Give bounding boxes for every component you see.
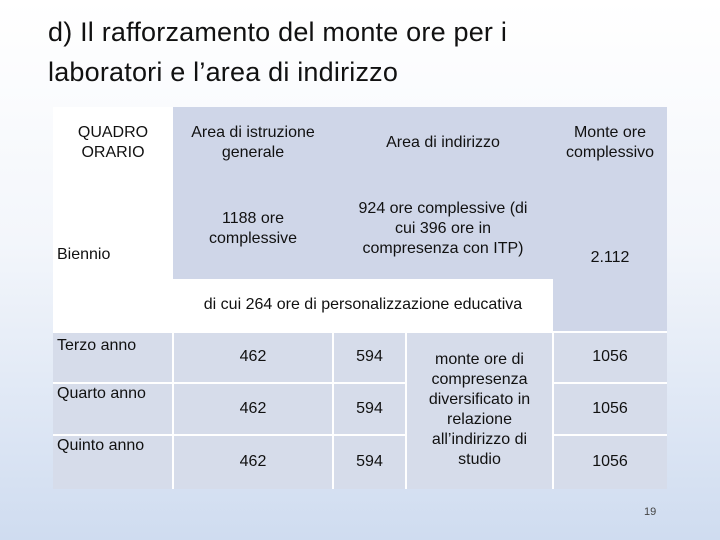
header-area-generale: Area di istruzione generale — [173, 107, 333, 179]
terzo-generale: 462 — [173, 331, 333, 383]
grid-line — [553, 382, 667, 384]
quarto-generale: 462 — [173, 383, 333, 435]
header-monte-ore: Monte ore complessivo — [553, 107, 667, 179]
grid-line — [53, 434, 406, 436]
terzo-indirizzo: 594 — [333, 331, 406, 383]
grid-line — [53, 331, 667, 333]
title-line-1: d) Il rafforzamento del monte ore per i — [48, 17, 508, 47]
biennio-generale: 1188 ore complessive — [173, 179, 333, 279]
biennio-indirizzo: 924 ore complessive (di cui 396 ore in compresenza con ITP) — [333, 179, 553, 279]
grid-line — [553, 434, 667, 436]
row-label-biennio: Biennio — [57, 246, 111, 263]
grid-line — [172, 331, 174, 489]
grid-line — [405, 331, 407, 489]
row-label-terzo: Terzo anno — [53, 331, 173, 383]
row-label-quinto: Quinto anno — [53, 435, 173, 489]
grid-line — [552, 331, 554, 489]
biennio-personalizzazione-note: di cui 264 ore di personalizzazione educativa — [203, 296, 523, 313]
terzo-complessivo: 1056 — [553, 331, 667, 383]
quinto-complessivo: 1056 — [553, 435, 667, 489]
header-area-indirizzo: Area di indirizzo — [333, 107, 553, 179]
quinto-indirizzo: 594 — [333, 435, 406, 489]
slide-title — [48, 12, 688, 92]
title-line-2: laboratori e l’area di indirizzo — [48, 57, 399, 87]
orario-table — [53, 107, 667, 489]
page-number: 19 — [644, 506, 657, 518]
quarto-indirizzo: 594 — [333, 383, 406, 435]
header-quadro-orario: QUADRO ORARIO — [77, 124, 149, 161]
row-label-quarto: Quarto anno — [53, 383, 173, 435]
biennio-complessivo: 2.112 — [553, 179, 667, 331]
grid-line — [332, 331, 334, 489]
quarto-complessivo: 1056 — [553, 383, 667, 435]
quinto-generale: 462 — [173, 435, 333, 489]
compresenza-note: monte ore di compresenza diversificato in relazione all’indirizzo di studio — [406, 331, 553, 489]
grid-line — [53, 382, 406, 384]
